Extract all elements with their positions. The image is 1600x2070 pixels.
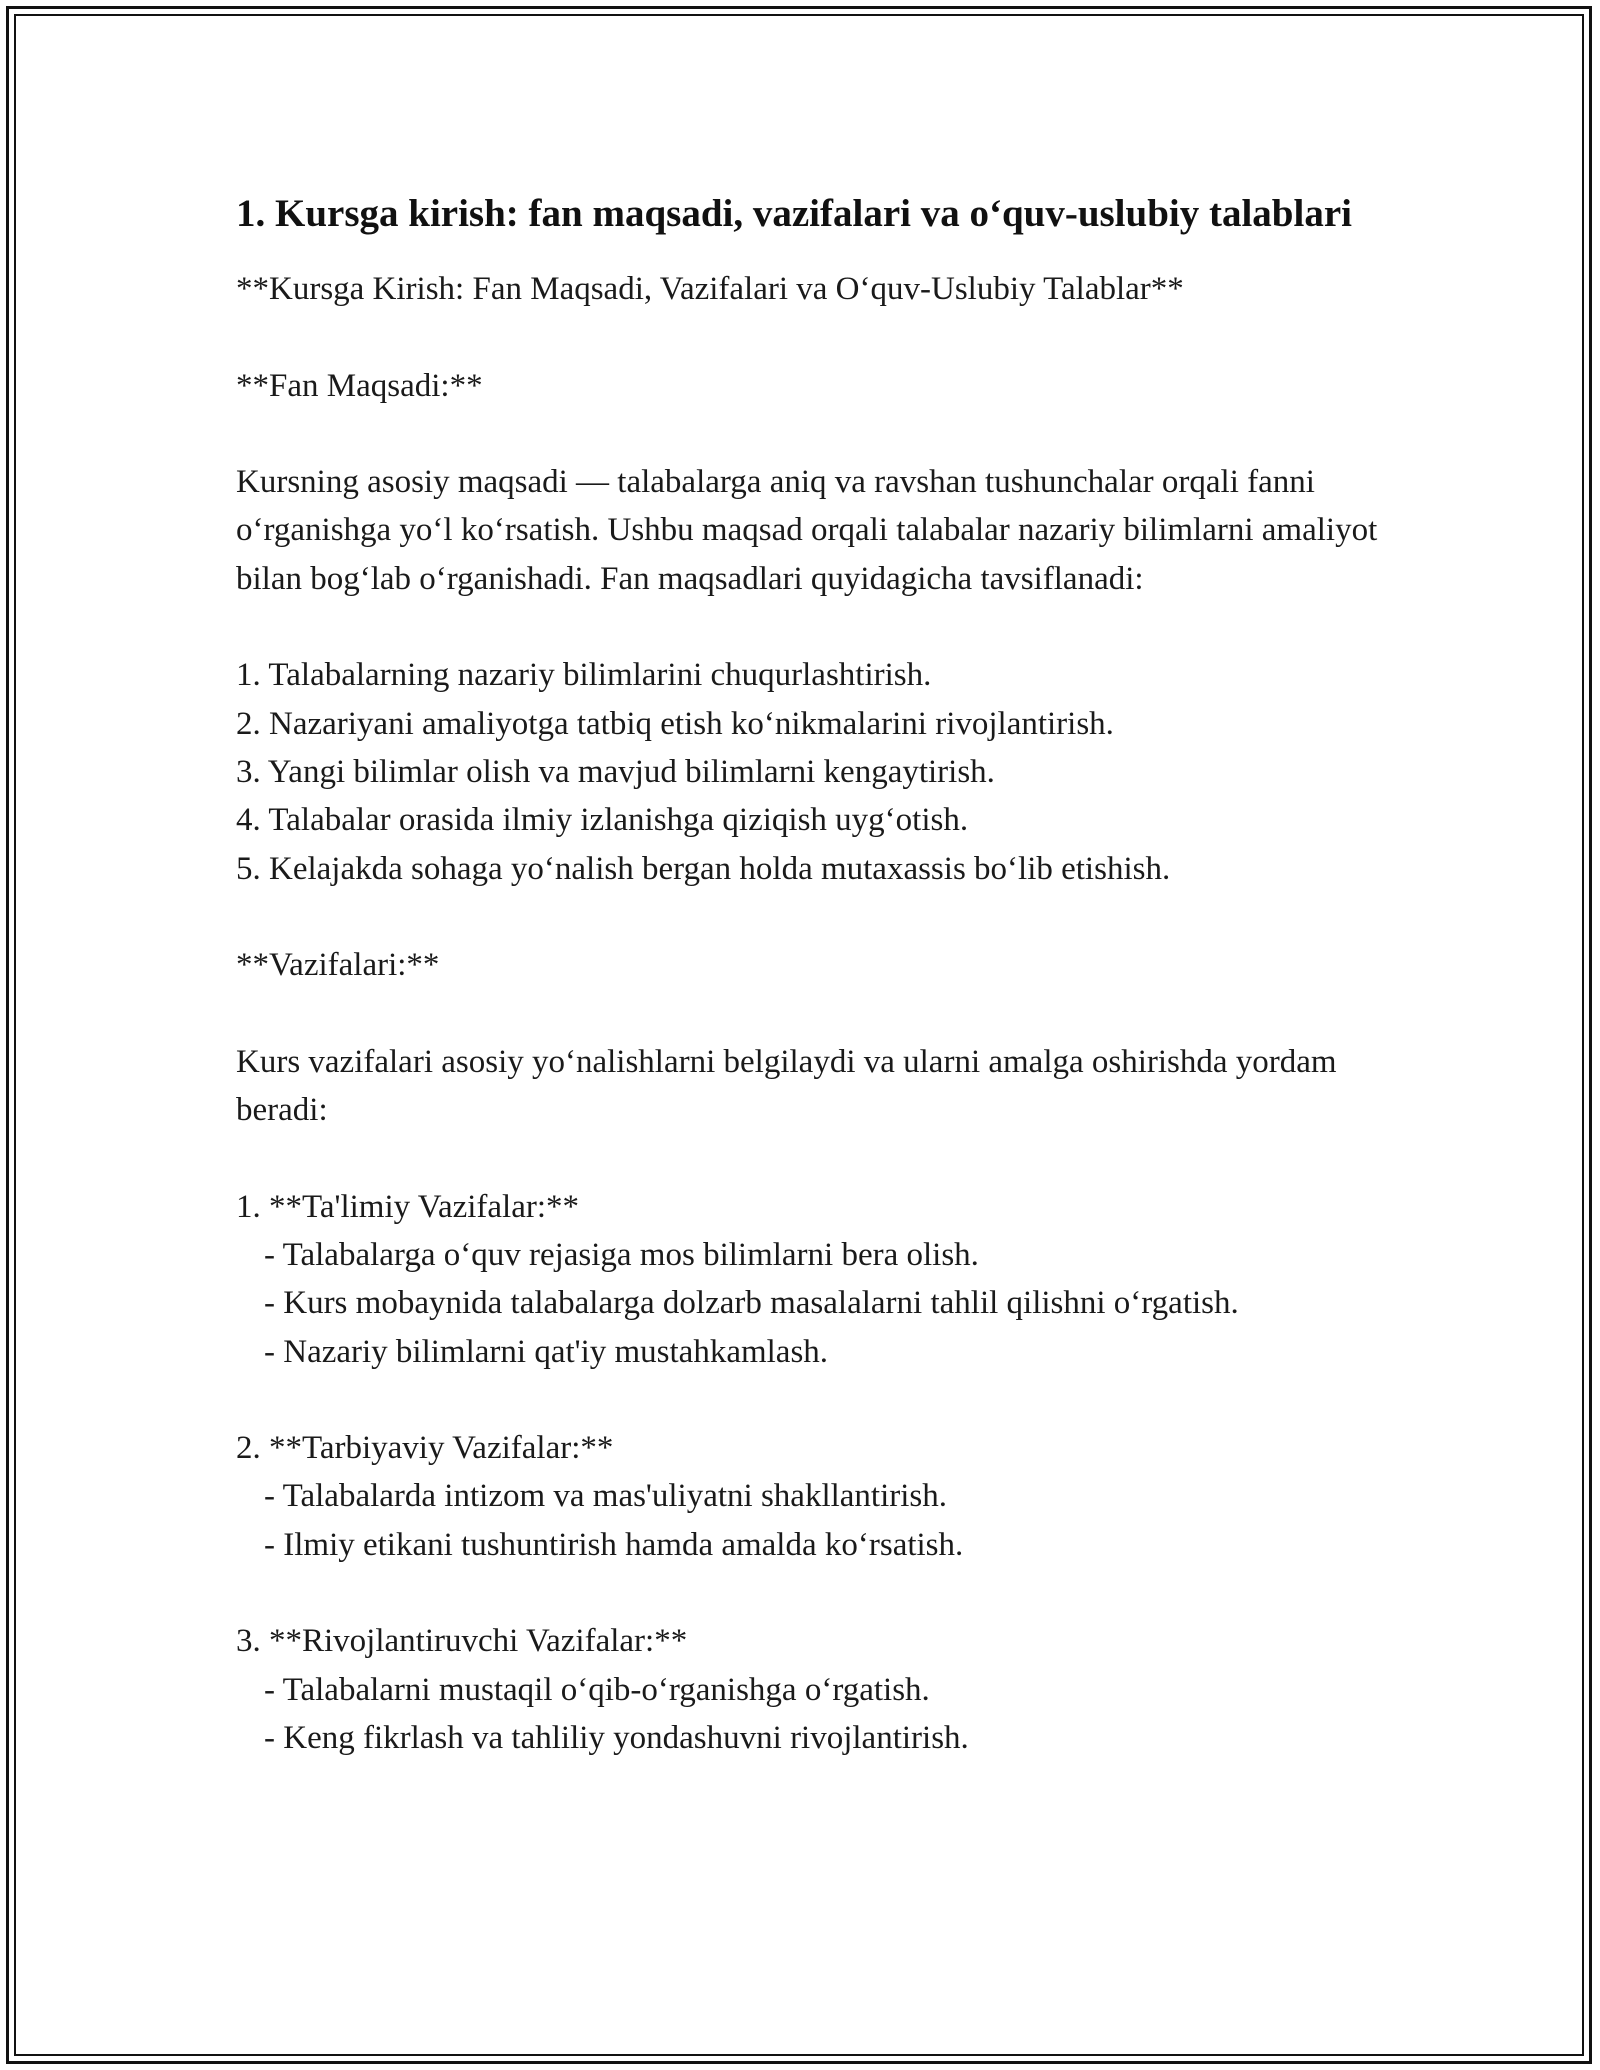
task-item: - Keng fikrlash va tahliliy yondashuvni rivojlantirish.	[264, 1719, 969, 1756]
fan-maqsadi-intro: Kursning asosiy maqsadi — talabalarga aniq va ravshan tushunchalar orqali fanni o‘rganishga yo‘l ko‘rsatish. Ushbu maqsad orqali talabalar nazariy bilimlarni amaliyot bilan bog‘lab o‘rganishadi. Fan maqsadlari quyidagicha tavsiflanadi:	[236, 464, 1386, 597]
document-title: 1. Kursga kirish: fan maqsadi, vazifalari va o‘quv-uslubiy talablari	[236, 192, 1352, 235]
fan-maqsadi-heading: **Fan Maqsadi:**	[236, 367, 483, 404]
goal-item: 4. Talabalar orasida ilmiy izlanishga qiziqish uyg‘otish.	[236, 802, 969, 839]
task-item: - Nazariy bilimlarni qat'iy mustahkamlash.	[264, 1333, 829, 1370]
spacer	[236, 1376, 1386, 1424]
task-item: - Talabalarga o‘quv rejasiga mos bilimlarni bera olish.	[264, 1236, 979, 1273]
goal-item: 1. Talabalarning nazariy bilimlarini chuqurlashtirish.	[236, 657, 932, 694]
task-group-heading: 1. **Ta'limiy Vazifalar:**	[236, 1188, 580, 1225]
goal-item: 2. Nazariyani amaliyotga tatbiq etish ko‘nikmalarini rivojlantirish.	[236, 705, 1114, 742]
goals-list	[236, 651, 1386, 892]
vazifalari-intro: Kurs vazifalari asosiy yo‘nalishlarni belgilaydi va ularni amalga oshirishda yordam beradi:	[236, 1043, 1345, 1129]
document-body	[236, 186, 1386, 1762]
spacer	[236, 313, 1386, 361]
spacer	[236, 603, 1386, 651]
task-item: - Ilmiy etikani tushuntirish hamda amalda ko‘rsatish.	[264, 1526, 964, 1563]
task-group	[236, 1183, 1386, 1376]
spacer	[236, 989, 1386, 1037]
task-item: - Kurs mobaynida talabalarga dolzarb masalalarni tahlil qilishni o‘rgatish.	[264, 1285, 1239, 1322]
task-item: - Talabalarda intizom va mas'uliyatni shakllantirish.	[264, 1478, 948, 1515]
task-group	[236, 1617, 1386, 1762]
goal-item: 5. Kelajakda sohaga yo‘nalish bergan holda mutaxassis bo‘lib etishish.	[236, 850, 1171, 887]
spacer	[236, 893, 1386, 941]
document-subtitle: **Kursga Kirish: Fan Maqsadi, Vazifalari va O‘quv-Uslubiy Talablar**	[236, 271, 1184, 307]
task-group-heading: 2. **Tarbiyaviy Vazifalar:**	[236, 1430, 614, 1467]
task-item: - Talabalarni mustaqil o‘qib-o‘rganishga o‘rgatish.	[264, 1671, 930, 1708]
goal-item: 3. Yangi bilimlar olish va mavjud bilimlarni kengaytirish.	[236, 753, 995, 790]
task-group-heading: 3. **Rivojlantiruvchi Vazifalar:**	[236, 1623, 688, 1660]
task-group	[236, 1424, 1386, 1569]
spacer	[236, 410, 1386, 458]
spacer	[236, 1569, 1386, 1617]
vazifalari-heading: **Vazifalari:**	[236, 947, 440, 984]
spacer	[236, 1134, 1386, 1182]
